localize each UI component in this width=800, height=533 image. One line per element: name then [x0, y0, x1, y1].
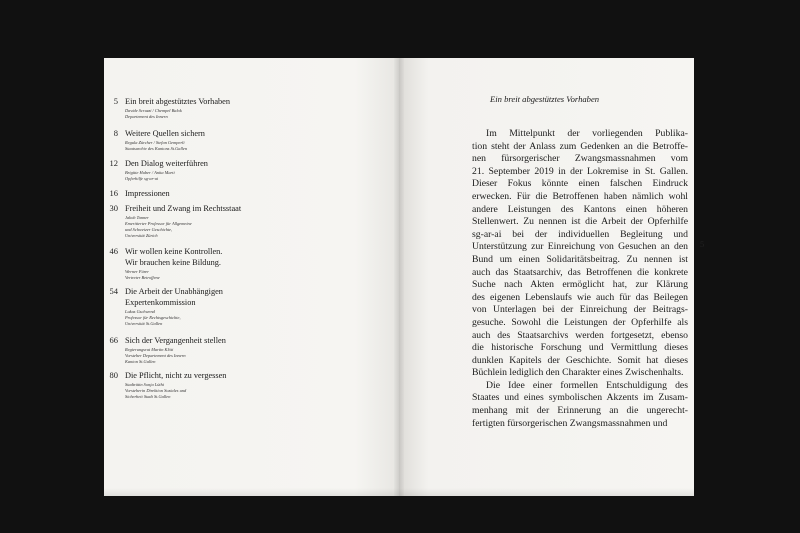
toc-page-number: 54 — [109, 286, 118, 296]
toc-title: Impressionen — [125, 189, 170, 198]
toc-title: Den Dialog weiterführen — [125, 159, 208, 168]
toc-author: Departement des Innern — [125, 114, 168, 119]
text-line: auch das Staatsarchiv, das Betroffenen die konkrete — [472, 266, 688, 278]
text-line: Staates und eines symbolischen Akzents im Zusam- — [472, 392, 688, 404]
text-line: 21. September 2019 in der Lokremise in St. Gallen. — [472, 165, 688, 177]
toc-page-number: 80 — [109, 370, 118, 380]
text-line: Die Idee einer formellen Entschuldigung des — [486, 379, 688, 391]
text-line: des eigenen Lebenslaufs wie auch für das Beilegen — [472, 291, 688, 303]
toc-author: Vorsteherin Direktion Soziales und — [125, 388, 187, 393]
text-line: von Unterlagen bei der Einreichung der Beitrags- — [472, 304, 688, 316]
text-line: Suche nach Akten ermöglicht hat, zur Klärung — [472, 279, 688, 291]
toc-author: Staatsarchiv des Kantons St.Gallen — [125, 146, 188, 151]
text-line: gesuche. Sowohl die Leistungen der Opferhilfe als — [472, 316, 688, 328]
toc-author: Opferhilfe sg-ar-ai — [125, 176, 159, 181]
text-line: Bund um einen Solidaritätsbeitrag. Zu nennen ist — [472, 253, 688, 265]
text-line: Büchlein lediglich den Charakter eines Zwischenhalts. — [472, 367, 684, 379]
toc-page-number: 5 — [113, 96, 118, 106]
toc-title: Wir wollen keine Kontrollen. — [125, 247, 223, 256]
toc-title: Weitere Quellen sichern — [125, 129, 205, 138]
toc-title: Die Arbeit der Unabhängigen — [125, 287, 223, 296]
text-line: andere Leistungen des Kantons einen höheren — [472, 203, 688, 215]
toc-title: Ein breit abgestütztes Vorhaben — [125, 97, 230, 106]
toc-author: Regierungsrat Martin Klöti — [125, 347, 174, 352]
toc-title: Freiheit und Zwang im Rechtsstaat — [125, 204, 242, 213]
page-edge-shadow — [104, 488, 694, 496]
chapter-heading: Ein breit abgestütztes Vorhaben — [490, 94, 600, 104]
toc-author: Werner Fürer — [125, 269, 149, 274]
toc-author: Jakob Tanner — [125, 215, 149, 220]
text-line: erwecken. Für die Betroffenen haben nämlich wohl — [472, 190, 688, 202]
text-line: tion steht der Anlass zum Gedenken an die Betroffe- — [472, 140, 688, 152]
toc-author: Universität Zürich — [125, 233, 158, 238]
text-line: Stellenwert. Zu nennen ist die Arbeit der Opferhilfe — [472, 216, 688, 228]
toc-author: Professor für Rechtsgeschichte, — [125, 315, 181, 320]
toc-page-number: 16 — [109, 188, 118, 198]
toc-author: Universität St.Gallen — [125, 321, 163, 326]
toc-author: Vertreter Betroffene — [125, 275, 160, 280]
toc-page-number: 46 — [109, 246, 118, 256]
page-number: 5 — [700, 239, 705, 249]
text-line: fertigten fürsorgerischen Zwangsmassnahmen und — [472, 417, 668, 429]
toc-title: Die Pflicht, nicht zu vergessen — [125, 371, 227, 380]
toc-author: Brigitte Huber / Anita Marti — [125, 170, 175, 175]
toc-author: und Schweizer Geschichte, — [125, 227, 173, 232]
book-spine — [394, 58, 404, 496]
toc-page-number: 30 — [109, 203, 118, 213]
text-line: sg-ar-ai bei der individuellen Begleitung und — [472, 228, 688, 240]
toc-title: Sich der Vergangenheit stellen — [125, 336, 226, 345]
toc-author: Regula Zürcher / Stefan Gemperli — [125, 140, 185, 145]
text-line: menhang mit der Erinnerung an die ungerecht- — [472, 405, 688, 417]
toc-author: Vorsteher Departement des Innern — [125, 353, 186, 358]
toc-author: Emeritierter Professor für Allgemeine — [125, 221, 192, 226]
text-line: Unterstützung zur Einreichung von Gesuchen an den — [472, 241, 688, 253]
table-of-contents — [96, 96, 356, 416]
text-line: die historische Forschung und Vermittlung dieses — [472, 342, 688, 354]
text-line: Dieser Fokus könnte einen falschen Eindruck — [472, 178, 688, 190]
text-line: auch des Staatsarchivs werden fortgesetzt, ebenso — [472, 329, 688, 341]
toc-author: Sicherheit Stadt St.Gallen — [125, 394, 171, 399]
toc-author: Davide Scruzzi / Chempel Balok — [125, 108, 182, 113]
toc-author: Lukas Gschwend — [125, 309, 155, 314]
toc-page-number: 8 — [113, 128, 118, 138]
body-text — [472, 128, 688, 430]
toc-author: Kanton St.Gallen — [125, 359, 156, 364]
text-line: Im Mittelpunkt der vorliegenden Publika- — [486, 128, 688, 139]
toc-page-number: 66 — [109, 335, 118, 345]
toc-title: Wir brauchen keine Bildung. — [125, 258, 221, 267]
text-line: dunklen Kapitels der Geschichte. Somit hat dieses — [472, 354, 688, 366]
text-line: nen fürsorgerischer Zwangsmassnahmen vom — [472, 153, 688, 165]
toc-title: Expertenkommission — [125, 298, 196, 307]
toc-page-number: 12 — [109, 158, 118, 168]
toc-author: Stadträtin Sonja Lüthi — [125, 382, 165, 387]
